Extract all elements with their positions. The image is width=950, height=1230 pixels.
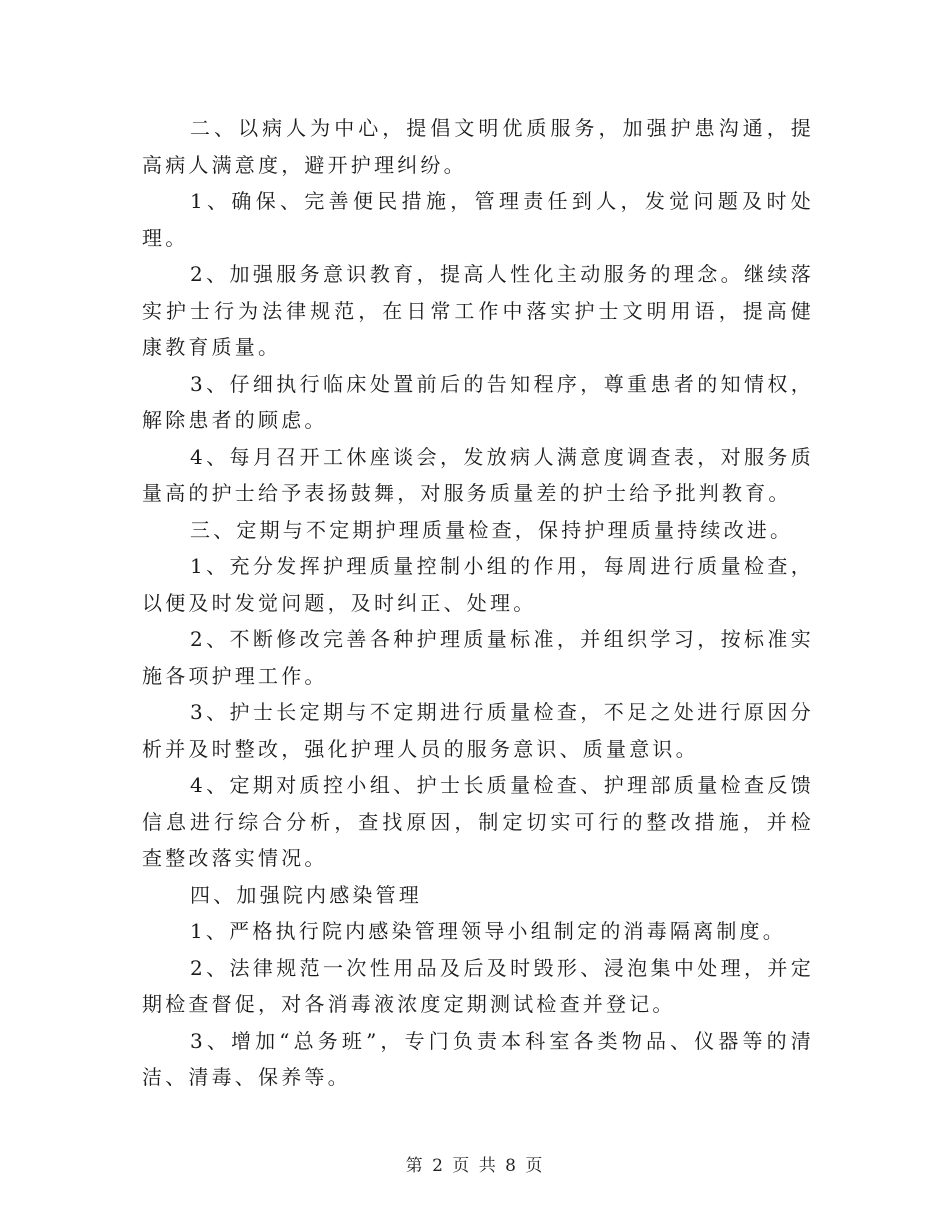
paragraph: 3、护士长定期与不定期进行质量检查，不足之处进行原因分析并及时整改，强化护理人员的服务意识、质量意识。 (142, 700, 814, 761)
page-number-footer: 第 2 页 共 8 页 (405, 1156, 545, 1176)
paragraph: 4、定期对质控小组、护士长质量检查、护理部质量检查反馈信息进行综合分析，查找原因，制定切实可行的整改措施，并检查整改落实情况。 (142, 773, 814, 870)
paragraph: 4、每月召开工休座谈会，发放病人满意度调查表，对服务质量高的护士给予表扬鼓舞，对服务质量差的护士给予批判教育。 (142, 444, 814, 505)
paragraph: 3、仔细执行临床处置前后的告知程序，尊重患者的知情权，解除患者的顾虑。 (142, 371, 814, 432)
paragraph: 2、不断修改完善各种护理质量标准，并组织学习，按标准实施各项护理工作。 (142, 627, 814, 688)
paragraph: 2、加强服务意识教育，提高人性化主动服务的理念。继续落实护士行为法律规范，在日常工作中落实护士文明用语，提高健康教育质量。 (142, 262, 814, 359)
document-body (142, 110, 814, 1096)
paragraph: 1、严格执行院内感染管理领导小组制定的消毒隔离制度。 (190, 919, 786, 943)
section-heading-4: 四、加强院内感染管理 (190, 882, 422, 907)
paragraph: 2、法律规范一次性用品及后及时毁形、浸泡集中处理，并定期检查督促，对各消毒液浓度定期测试检查并登记。 (142, 955, 814, 1016)
paragraph: 3、增加“总务班”，专门负责本科室各类物品、仪器等的清洁、清毒、保养等。 (142, 1028, 814, 1089)
paragraph: 1、充分发挥护理质量控制小组的作用，每周进行质量检查，以便及时发觉问题，及时纠正、处理。 (142, 554, 814, 615)
section-heading-3: 三、定期与不定期护理质量检查，保持护理质量持续改进。 (190, 517, 794, 542)
paragraph: 1、确保、完善便民措施，管理责任到人，发觉问题及时处理。 (142, 189, 814, 250)
section-heading-2: 二、以病人为中心，提倡文明优质服务，加强护患沟通，提高病人满意度，避开护理纠纷。 (142, 116, 814, 177)
